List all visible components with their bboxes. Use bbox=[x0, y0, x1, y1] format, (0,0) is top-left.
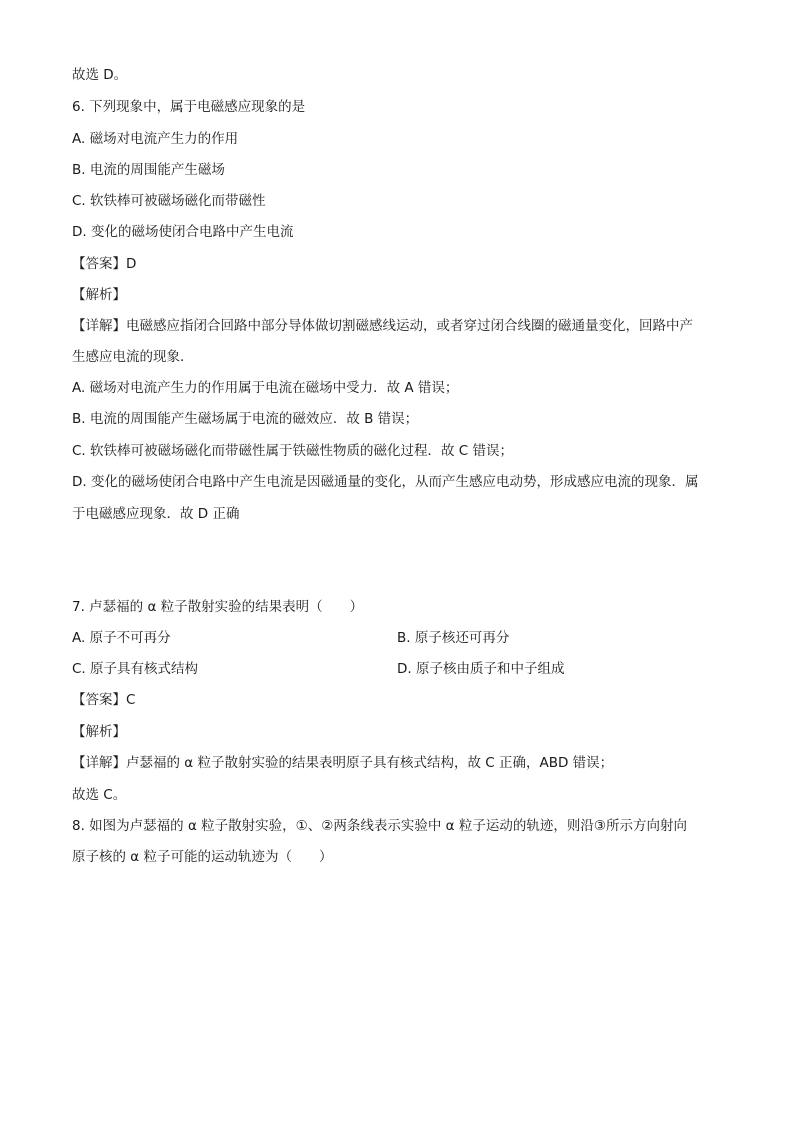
q6-option-c: C. 软铁棒可被磁场磁化而带磁性 bbox=[72, 193, 266, 209]
q7-option-c: C. 原子具有核式结构 bbox=[72, 661, 199, 677]
q7-option-a: A. 原子不可再分 bbox=[72, 630, 171, 646]
q6-detail-line-2: 生感应电流的现象． bbox=[72, 349, 194, 365]
q7-conclusion: 故选 C。 bbox=[72, 787, 127, 803]
q7-analysis-heading: 【解析】 bbox=[72, 724, 126, 740]
q7-option-b: B. 原子核还可再分 bbox=[397, 630, 510, 646]
q5-conclusion: 故选 D。 bbox=[72, 67, 128, 83]
q6-detail-c: C. 软铁棒可被磁场磁化而带磁性属于铁磁性物质的磁化过程．故 C 错误； bbox=[72, 443, 514, 459]
q6-answer: 【答案】D bbox=[72, 256, 137, 272]
q6-detail-line-1: 【详解】电磁感应指闭合回路中部分导体做切割磁感线运动，或者穿过闭合线圈的磁通量变化，回路中产 bbox=[72, 318, 693, 334]
q7-answer: 【答案】C bbox=[72, 692, 136, 708]
q6-option-d: D. 变化的磁场使闭合电路中产生电流 bbox=[72, 224, 294, 240]
q8-stem-line-2: 原子核的 α 粒子可能的运动轨迹为（ ） bbox=[72, 849, 333, 865]
q6-detail-d-line-2: 于电磁感应现象．故 D 正确 bbox=[72, 506, 240, 522]
q6-detail-b: B. 电流的周围能产生磁场属于电流的磁效应．故 B 错误； bbox=[72, 411, 419, 427]
q7-detail: 【详解】卢瑟福的 α 粒子散射实验的结果表明原子具有核式结构，故 C 正确，ABD 错误； bbox=[72, 755, 614, 771]
q8-stem-line-1: 8. 如图为卢瑟福的 α 粒子散射实验，①、②两条线表示实验中 α 粒子运动的轨迹，则沿③所示方向射向 bbox=[72, 818, 687, 834]
q6-analysis-heading: 【解析】 bbox=[72, 287, 126, 303]
q7-stem: 7. 卢瑟福的 α 粒子散射实验的结果表明（ ） bbox=[72, 599, 364, 615]
q7-option-d: D. 原子核由质子和中子组成 bbox=[397, 661, 565, 677]
q6-option-a: A. 磁场对电流产生力的作用 bbox=[72, 131, 239, 147]
q6-option-b: B. 电流的周围能产生磁场 bbox=[72, 162, 225, 178]
q6-stem: 6. 下列现象中，属于电磁感应现象的是 bbox=[72, 99, 306, 115]
q6-detail-a: A. 磁场对电流产生力的作用属于电流在磁场中受力．故 A 错误； bbox=[72, 380, 459, 396]
q6-detail-d-line-1: D. 变化的磁场使闭合电路中产生电流是因磁通量的变化，从而产生感应电动势，形成感应电流的现象．属 bbox=[72, 474, 699, 490]
